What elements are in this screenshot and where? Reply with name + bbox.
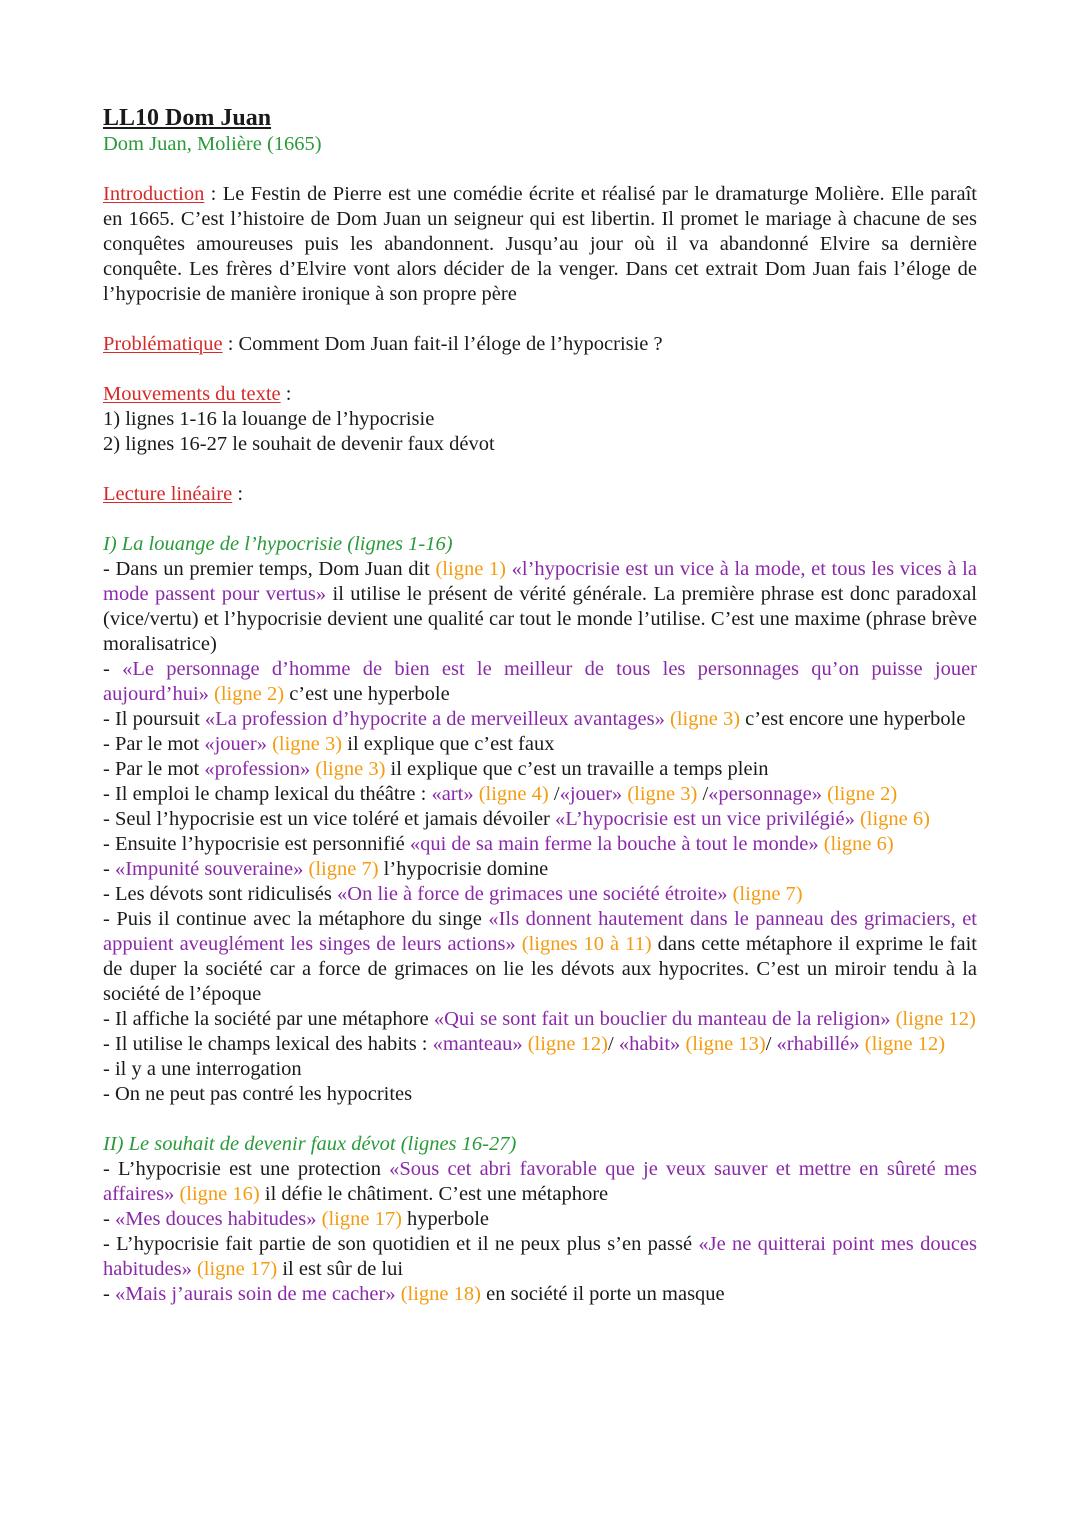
line-reference: (ligne 12) xyxy=(859,1033,946,1055)
commentary-text: - xyxy=(103,658,123,680)
analysis-line xyxy=(103,1032,977,1057)
analysis-line xyxy=(103,557,977,657)
commentary-text: - il y a une interrogation xyxy=(103,1058,302,1080)
quote-text: «jouer» xyxy=(559,783,623,805)
line-reference: (ligne 6) xyxy=(818,833,894,855)
line-reference: (ligne 3) xyxy=(310,758,386,780)
quote-text: «L’hypocrisie est un vice privilégié» xyxy=(555,808,855,830)
commentary-text: il est sûr de lui xyxy=(277,1258,404,1280)
analysis-line xyxy=(103,832,977,857)
commentary-text: - Il emploi le champ lexical du théâtre : xyxy=(103,783,432,805)
quote-text: «On lie à force de grimaces une société étroite» xyxy=(337,883,728,905)
commentary-text: il utilise le présent de vérité générale. La première phrase est donc paradoxal (vice/vertu) et l’hypocrisie devient une qualité car tout le monde l’utilise. C’est une maxime (phrase brève moralisatrice) xyxy=(103,583,977,655)
analysis-line xyxy=(103,757,977,782)
line-reference: (ligne 16) xyxy=(174,1183,260,1205)
analysis-line xyxy=(103,1057,977,1082)
analysis-line xyxy=(103,1157,977,1207)
section-1-body xyxy=(103,557,977,1107)
line-reference: (ligne 17) xyxy=(316,1208,402,1230)
page-subtitle: Dom Juan, Molière (1665) xyxy=(103,133,322,155)
problematique-text: : Comment Dom Juan fait-il l’éloge de l’hypocrisie ? xyxy=(222,333,663,355)
line-reference: (ligne 6) xyxy=(854,808,930,830)
line-reference: (ligne 13) xyxy=(680,1033,766,1055)
analysis-line xyxy=(103,1232,977,1282)
line-reference: (lignes 10 à 11) xyxy=(515,933,652,955)
commentary-text: dans cette métaphore il exprime le fait de duper la société car a force de grimaces on lie les dévots aux hypocrites. C’est un miroir tendu à la société de l’époque xyxy=(103,933,978,1005)
quote-text: «rhabillé» xyxy=(776,1033,860,1055)
analysis-line xyxy=(103,807,977,832)
introduction-paragraph xyxy=(103,182,977,307)
quote-text: «Ils donnent hautement dans le panneau des grimaciers, et appuient aveuglément les singes de leurs actions» xyxy=(103,908,977,955)
line-reference: (ligne 3) xyxy=(664,708,741,730)
line-reference: (ligne 2) xyxy=(822,783,898,805)
commentary-text: / xyxy=(697,783,709,805)
mouvements-suffix: : xyxy=(280,383,292,405)
quote-text: «La profession d’hypocrite a de merveilleux avantages» xyxy=(204,708,665,730)
section-2-body xyxy=(103,1157,977,1307)
commentary-text: - Les dévots sont ridiculisés xyxy=(103,883,338,905)
quote-text: «art» xyxy=(431,783,474,805)
commentary-text: il explique que c’est un travaille a temps plein xyxy=(385,758,769,780)
line-reference: (ligne 18) xyxy=(395,1283,481,1305)
quote-text: «personnage» xyxy=(708,783,823,805)
introduction-label: Introduction xyxy=(103,183,205,205)
line-reference: (ligne 12) xyxy=(522,1033,608,1055)
section-2-title: II) Le souhait de devenir faux dévot (lignes 16-27) xyxy=(103,1133,517,1155)
analysis-line xyxy=(103,1207,977,1232)
problematique-label: Problématique xyxy=(103,333,223,355)
quote-text: «l’hypocrisie est un vice à la mode, et tous les vices à la mode passent pour vertus» xyxy=(103,558,977,605)
commentary-text: il défie le châtiment. C’est une métaphore xyxy=(259,1183,609,1205)
commentary-text: - Par le mot xyxy=(103,758,205,780)
lecture-label: Lecture linéaire xyxy=(103,483,233,505)
document-page xyxy=(103,104,977,1307)
commentary-text: en société il porte un masque xyxy=(481,1283,725,1305)
analysis-line xyxy=(103,1082,977,1107)
quote-text: «Sous cet abri favorable que je veux sauver et mettre en sûreté mes affaires» xyxy=(103,1158,978,1205)
commentary-text: / xyxy=(765,1033,777,1055)
commentary-text: - xyxy=(103,858,115,880)
line-reference: (ligne 3) xyxy=(266,733,343,755)
section-1-title: I) La louange de l’hypocrisie (lignes 1-16) xyxy=(103,533,453,555)
quote-text: «Je ne quitterai point mes douces habitudes» xyxy=(103,1233,977,1280)
quote-text: «Impunité souveraine» xyxy=(114,858,304,880)
line-reference: (ligne 12) xyxy=(890,1008,976,1030)
line-reference: (ligne 4) xyxy=(473,783,549,805)
line-reference: (ligne 2) xyxy=(208,683,285,705)
commentary-text: / xyxy=(548,783,560,805)
quote-text: «Le personnage d’homme de bien est le meilleur de tous les personnages qu’on puisse jouer aujourd’hui» xyxy=(103,658,977,705)
commentary-text: - Il utilise le champs lexical des habits : xyxy=(103,1033,433,1055)
introduction-text: : Le Festin de Pierre est une comédie écrite et réalisé par le dramaturge Molière. Elle paraît en 1665. C’est l’histoire de Dom Juan un seigneur qui est libertin. Il promet le mariage à chacune de ses conquêtes amoureuses puis les abandonnent. Jusqu’au jour où il va abandonné Elvire sa dernière conquête. Les frères d’Elvire vont alors décider de la venger. Dans cet extrait Dom Juan fais l’éloge de l’hypocrisie de manière ironique à son propre père xyxy=(103,183,977,305)
lecture-heading xyxy=(103,482,977,507)
commentary-text: - Dans un premier temps, Dom Juan dit xyxy=(103,558,436,580)
quote-text: «manteau» xyxy=(432,1033,523,1055)
mouvements-label: Mouvements du texte xyxy=(103,383,281,405)
quote-text: «Mais j’aurais soin de me cacher» xyxy=(114,1283,396,1305)
line-reference: (ligne 3) xyxy=(622,783,698,805)
quote-text: «Mes douces habitudes» xyxy=(114,1208,317,1230)
commentary-text: - On ne peut pas contré les hypocrites xyxy=(103,1083,413,1105)
commentary-text: - Seul l’hypocrisie est un vice toléré et jamais dévoiler xyxy=(103,808,555,830)
commentary-text: - L’hypocrisie est une protection xyxy=(103,1158,390,1180)
line-reference: (ligne 7) xyxy=(303,858,379,880)
commentary-text: - Par le mot xyxy=(103,733,205,755)
commentary-text: c’est encore une hyperbole xyxy=(740,708,966,730)
analysis-line xyxy=(103,882,977,907)
analysis-line xyxy=(103,707,977,732)
line-reference: (ligne 17) xyxy=(191,1258,278,1280)
problematique-paragraph xyxy=(103,332,977,357)
commentary-text: c’est une hyperbole xyxy=(284,683,450,705)
line-reference: (ligne 7) xyxy=(727,883,803,905)
lecture-suffix: : xyxy=(232,483,244,505)
commentary-text: - Il affiche la société par une métaphore xyxy=(103,1008,434,1030)
analysis-line xyxy=(103,657,977,707)
quote-text: «Qui se sont fait un bouclier du manteau de la religion» xyxy=(433,1008,891,1030)
commentary-text: - Il poursuit xyxy=(103,708,205,730)
commentary-text: - xyxy=(103,1283,115,1305)
analysis-line xyxy=(103,782,977,807)
mouvement-item: 2) lignes 16-27 le souhait de devenir faux dévot xyxy=(103,433,495,455)
commentary-text: hyperbole xyxy=(401,1208,490,1230)
commentary-text: - xyxy=(103,1208,115,1230)
analysis-line xyxy=(103,732,977,757)
mouvement-item: 1) lignes 1-16 la louange de l’hypocrisie xyxy=(103,408,435,430)
analysis-line xyxy=(103,907,977,1007)
quote-text: «profession» xyxy=(204,758,311,780)
commentary-text: - Puis il continue avec la métaphore du singe xyxy=(103,908,489,930)
analysis-line xyxy=(103,1282,977,1307)
page-title: LL10 Dom Juan xyxy=(103,105,272,131)
analysis-line xyxy=(103,1007,977,1032)
line-reference: (ligne 1) xyxy=(435,558,512,580)
commentary-text: l’hypocrisie domine xyxy=(378,858,549,880)
commentary-text: - L’hypocrisie fait partie de son quotidien et il ne peux plus s’en passé xyxy=(103,1233,699,1255)
analysis-line xyxy=(103,857,977,882)
commentary-text: il explique que c’est faux xyxy=(342,733,555,755)
mouvements-heading xyxy=(103,382,977,407)
quote-text: «habit» xyxy=(618,1033,681,1055)
commentary-text: - Ensuite l’hypocrisie est personnifié xyxy=(103,833,410,855)
quote-text: «qui de sa main ferme la bouche à tout le monde» xyxy=(409,833,819,855)
quote-text: «jouer» xyxy=(204,733,267,755)
commentary-text: / xyxy=(607,1033,619,1055)
